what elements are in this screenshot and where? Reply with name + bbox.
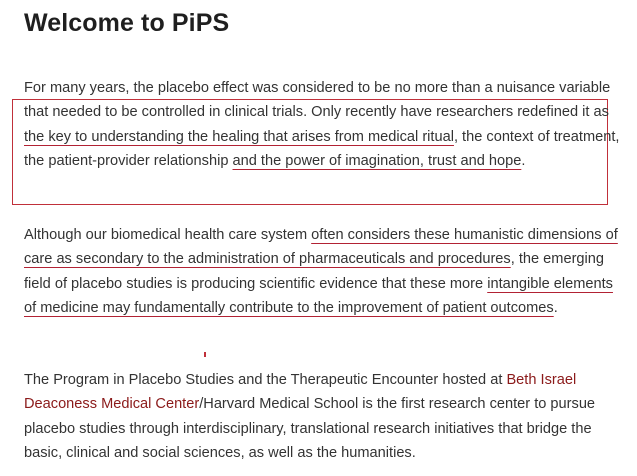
para1-underlined-1: the key to understanding the healing that arises from medical ritual	[24, 128, 454, 145]
para3-text-2: /Harvard Medical School is the first research center to pursue placebo studies through interdisciplinary, translational research initiatives that bridge the basic, clinical and social sciences, as well as the humanities.	[24, 396, 596, 462]
para2-text-3: .	[553, 300, 558, 317]
para1-underlined-2: and the power of imagination, trust and hope	[232, 153, 522, 170]
program-paragraph	[24, 368, 620, 466]
annotation-mark	[204, 352, 206, 357]
biomedical-paragraph	[24, 223, 620, 321]
para2-text-2: , the emerging field of placebo studies is producing scientific evidence that these more	[24, 251, 605, 292]
page-title: Welcome to PiPS	[24, 9, 230, 37]
para2-underlined-2: intangible elements of medicine may fundamentally contribute to the improvement of patient outcomes	[24, 275, 613, 317]
para3-text-1: The Program in Placebo Studies and the Therapeutic Encounter hosted at	[24, 372, 507, 388]
para2-text-1: Although our biomedical health care system	[24, 227, 312, 243]
intro-paragraph	[24, 76, 620, 174]
para1-text-2: , the context of treatment, the patient-provider relationship	[24, 128, 620, 170]
bidmc-link[interactable]: Beth Israel Deaconess Medical Center	[24, 372, 577, 413]
para2-underlined-1: often considers these humanistic dimensions of care as secondary to the administration of pharmaceuticals and procedures	[24, 227, 618, 268]
para1-text-1: For many years, the placebo effect was considered to be no more than a nuisance variable that needed to be controlled in clinical trials. Only recently have researchers redefined it as	[24, 80, 611, 121]
para1-text-3: .	[521, 153, 526, 170]
